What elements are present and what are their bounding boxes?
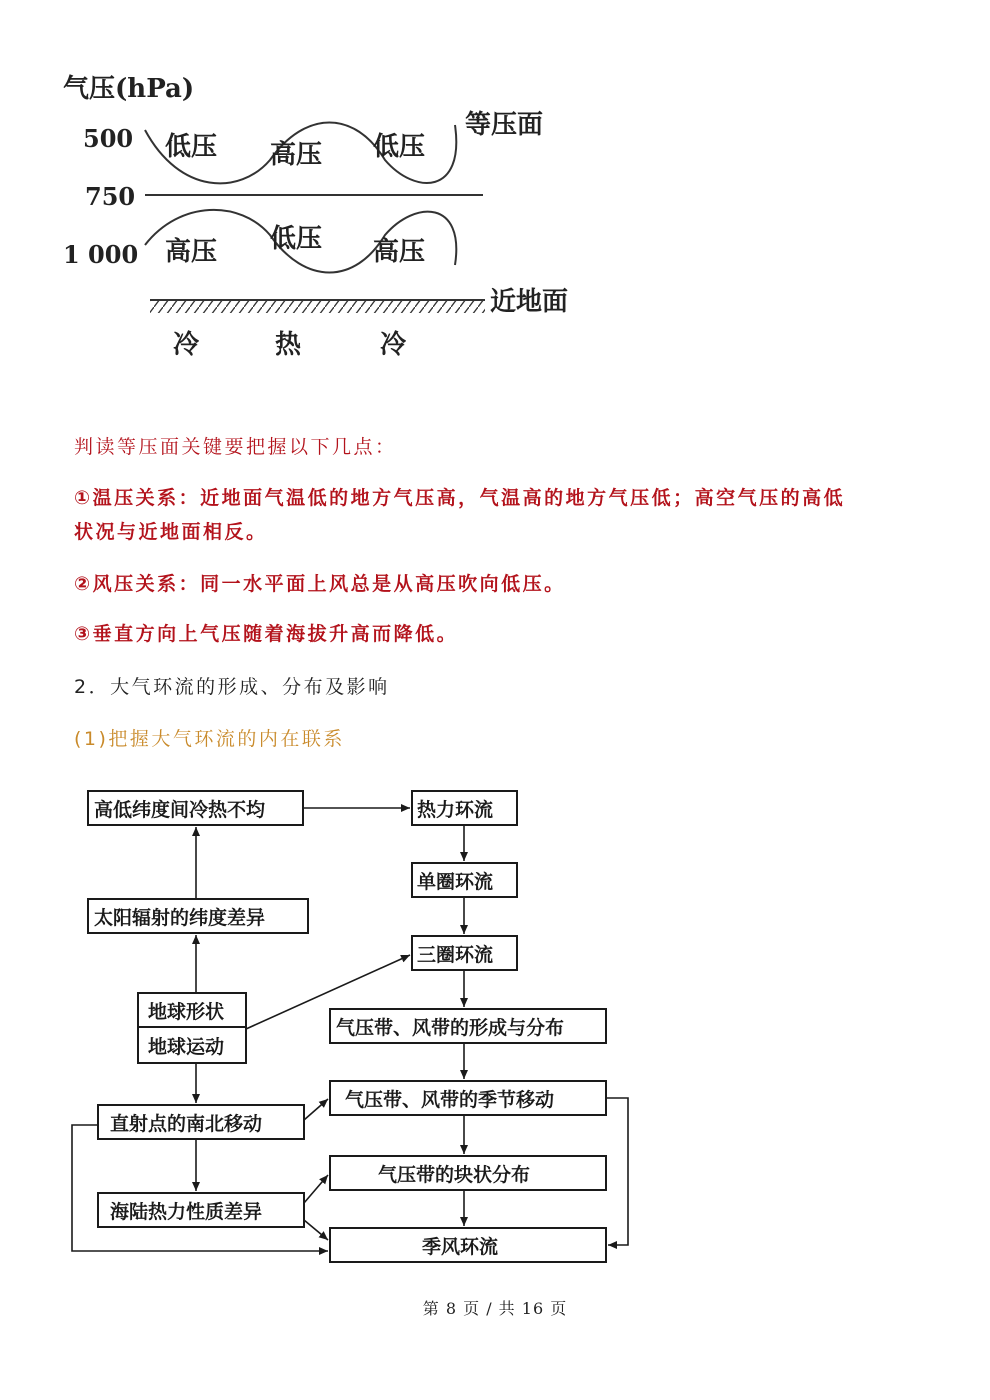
point1-line1: ①温压关系：近地面气温低的地方气压高，气温高的地方气压低；高空气压的高低 [74,487,846,509]
lower-high-right: 高压 [373,237,426,267]
temp-cold-right: 冷 [380,330,407,360]
point3-text: ③垂直方向上气压随着海拔升高而降低。 [74,623,459,645]
label-single: 单圈环流 [417,871,494,893]
point1-line2: 状况与近地面相反。 [74,521,268,543]
section-heading: 2．大气环流的形成、分布及影响 [74,676,390,698]
isobaric-surface-diagram [55,55,615,385]
point2-text: ②风压关系：同一水平面上风总是从高压吹向低压。 [74,573,566,595]
atmospheric-circulation-flowchart [60,775,650,1270]
lower-low-mid: 低压 [270,224,323,254]
upper-high-mid: 高压 [270,140,323,170]
label-solar: 太阳辐射的纬度差异 [94,907,266,929]
label-direct: 直射点的南北移动 [110,1113,263,1135]
temp-cold-left: 冷 [173,330,200,360]
level-750: 750 [85,182,136,211]
label-formation: 气压带、风带的形成与分布 [336,1017,565,1039]
ground-hatch [150,301,485,313]
label-motion: 地球运动 [148,1036,225,1058]
label-block: 气压带的块状分布 [378,1164,531,1186]
page-footer: 第 8 页 / 共 16 页 [422,1299,568,1318]
label-uneven: 高低纬度间冷热不均 [94,799,266,821]
lower-high-left: 高压 [165,237,218,267]
label-seasonal: 气压带、风带的季节移动 [345,1089,555,1111]
isobaric-surface-label: 等压面 [465,110,544,140]
label-landsea: 海陆热力性质差异 [110,1201,263,1223]
level-500: 500 [83,124,134,153]
section-subheading: (1)把握大气环流的内在联系 [74,728,345,750]
label-three: 三圈环流 [417,944,494,966]
label-thermal: 热力环流 [417,799,494,821]
level-1000: 1 000 [63,240,139,269]
pressure-axis-label: 气压(hPa) [63,74,195,104]
near-ground-label: 近地面 [490,287,569,317]
temp-hot-mid: 热 [275,330,302,360]
label-shape: 地球形状 [148,1001,225,1023]
upper-low-left: 低压 [165,132,218,162]
label-monsoon: 季风环流 [422,1236,499,1258]
upper-low-right: 低压 [373,132,426,162]
reading-intro: 判读等压面关键要把握以下几点： [74,436,397,458]
